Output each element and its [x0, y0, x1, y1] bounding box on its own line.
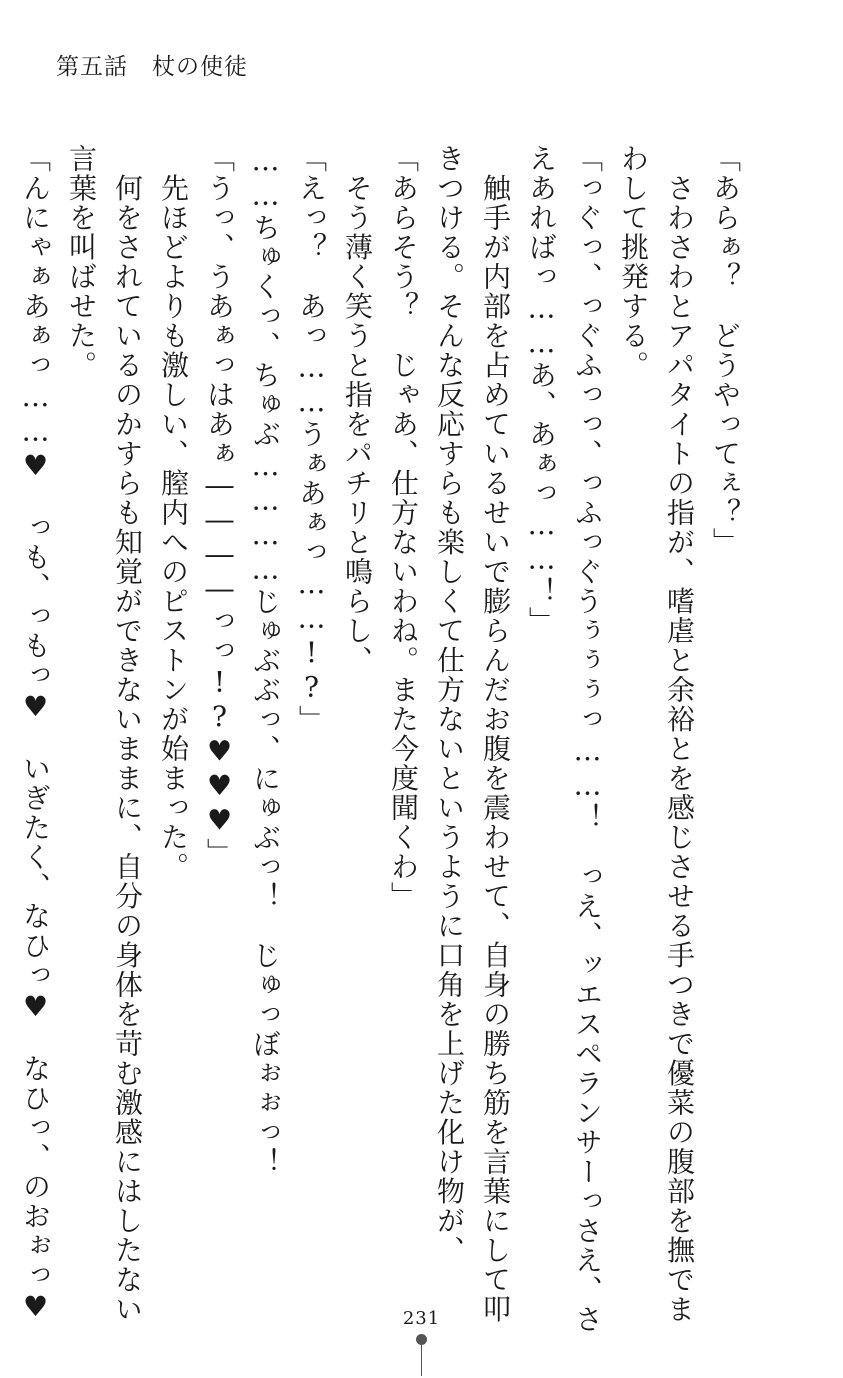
text-line: ……ちゅくっ、ちゅぶ…………じゅぶぶっ、にゅぶっ！ じゅっぼぉぉっ！	[249, 144, 282, 1177]
text-line: きつける。そんな反応すらも楽しくて仕方ないというように口角を上げた化け物が、	[433, 144, 466, 1265]
text-line: 「あらぁ？ どうやってぇ？」	[709, 144, 742, 557]
text-line: 「えっ？ あっ……うぁあぁっ……!?」	[295, 144, 328, 735]
text-line: そう薄く笑うと指をパチリと鳴らし、	[341, 144, 374, 675]
text-line: 触手が内部を占めているせいで膨らんだお腹を震わせて、自身の勝ち筋を言葉にして叩	[479, 144, 512, 1324]
text-line: さわさわとアパタイトの指が、嗜虐と余裕とを感じさせる手つきで優菜の腹部を撫でま	[663, 144, 696, 1324]
page-number: 231	[402, 1308, 441, 1329]
text-line: 言葉を叫ばせた。	[65, 144, 98, 380]
text-line: わして挑発する。	[617, 144, 650, 380]
text-line: 何をされているのかすらも知覚ができないままに、自分の身体を苛む激感にはしたない	[111, 144, 144, 1324]
text-line: 「っぐっ、っぐふっっ、っふっぐうぅぅぅっ……！ っえ、ッエスペランサーっさえ、さ	[571, 144, 604, 1334]
text-line: 「うっ、うあぁっはあぁ――――っっ!?♥♥♥」	[203, 144, 236, 868]
text-line: 「あらそう？ じゃあ、仕方ないわね。また今度聞くわ」	[387, 144, 420, 911]
chapter-title: 第五話 杖の使徒	[56, 54, 248, 80]
text-line: えあればっ……あ、あぁっ……！」	[525, 144, 558, 636]
text-line: 「んにゃぁあぁっ……♥ っも、っもっ♥ いぎたく、なひっ♥ なひっ、のおぉっ♥	[19, 144, 52, 1325]
page-marker-line	[421, 1344, 422, 1376]
text-line: 先ほどよりも激しい、膣内へのピストンが始まった。	[157, 144, 190, 882]
